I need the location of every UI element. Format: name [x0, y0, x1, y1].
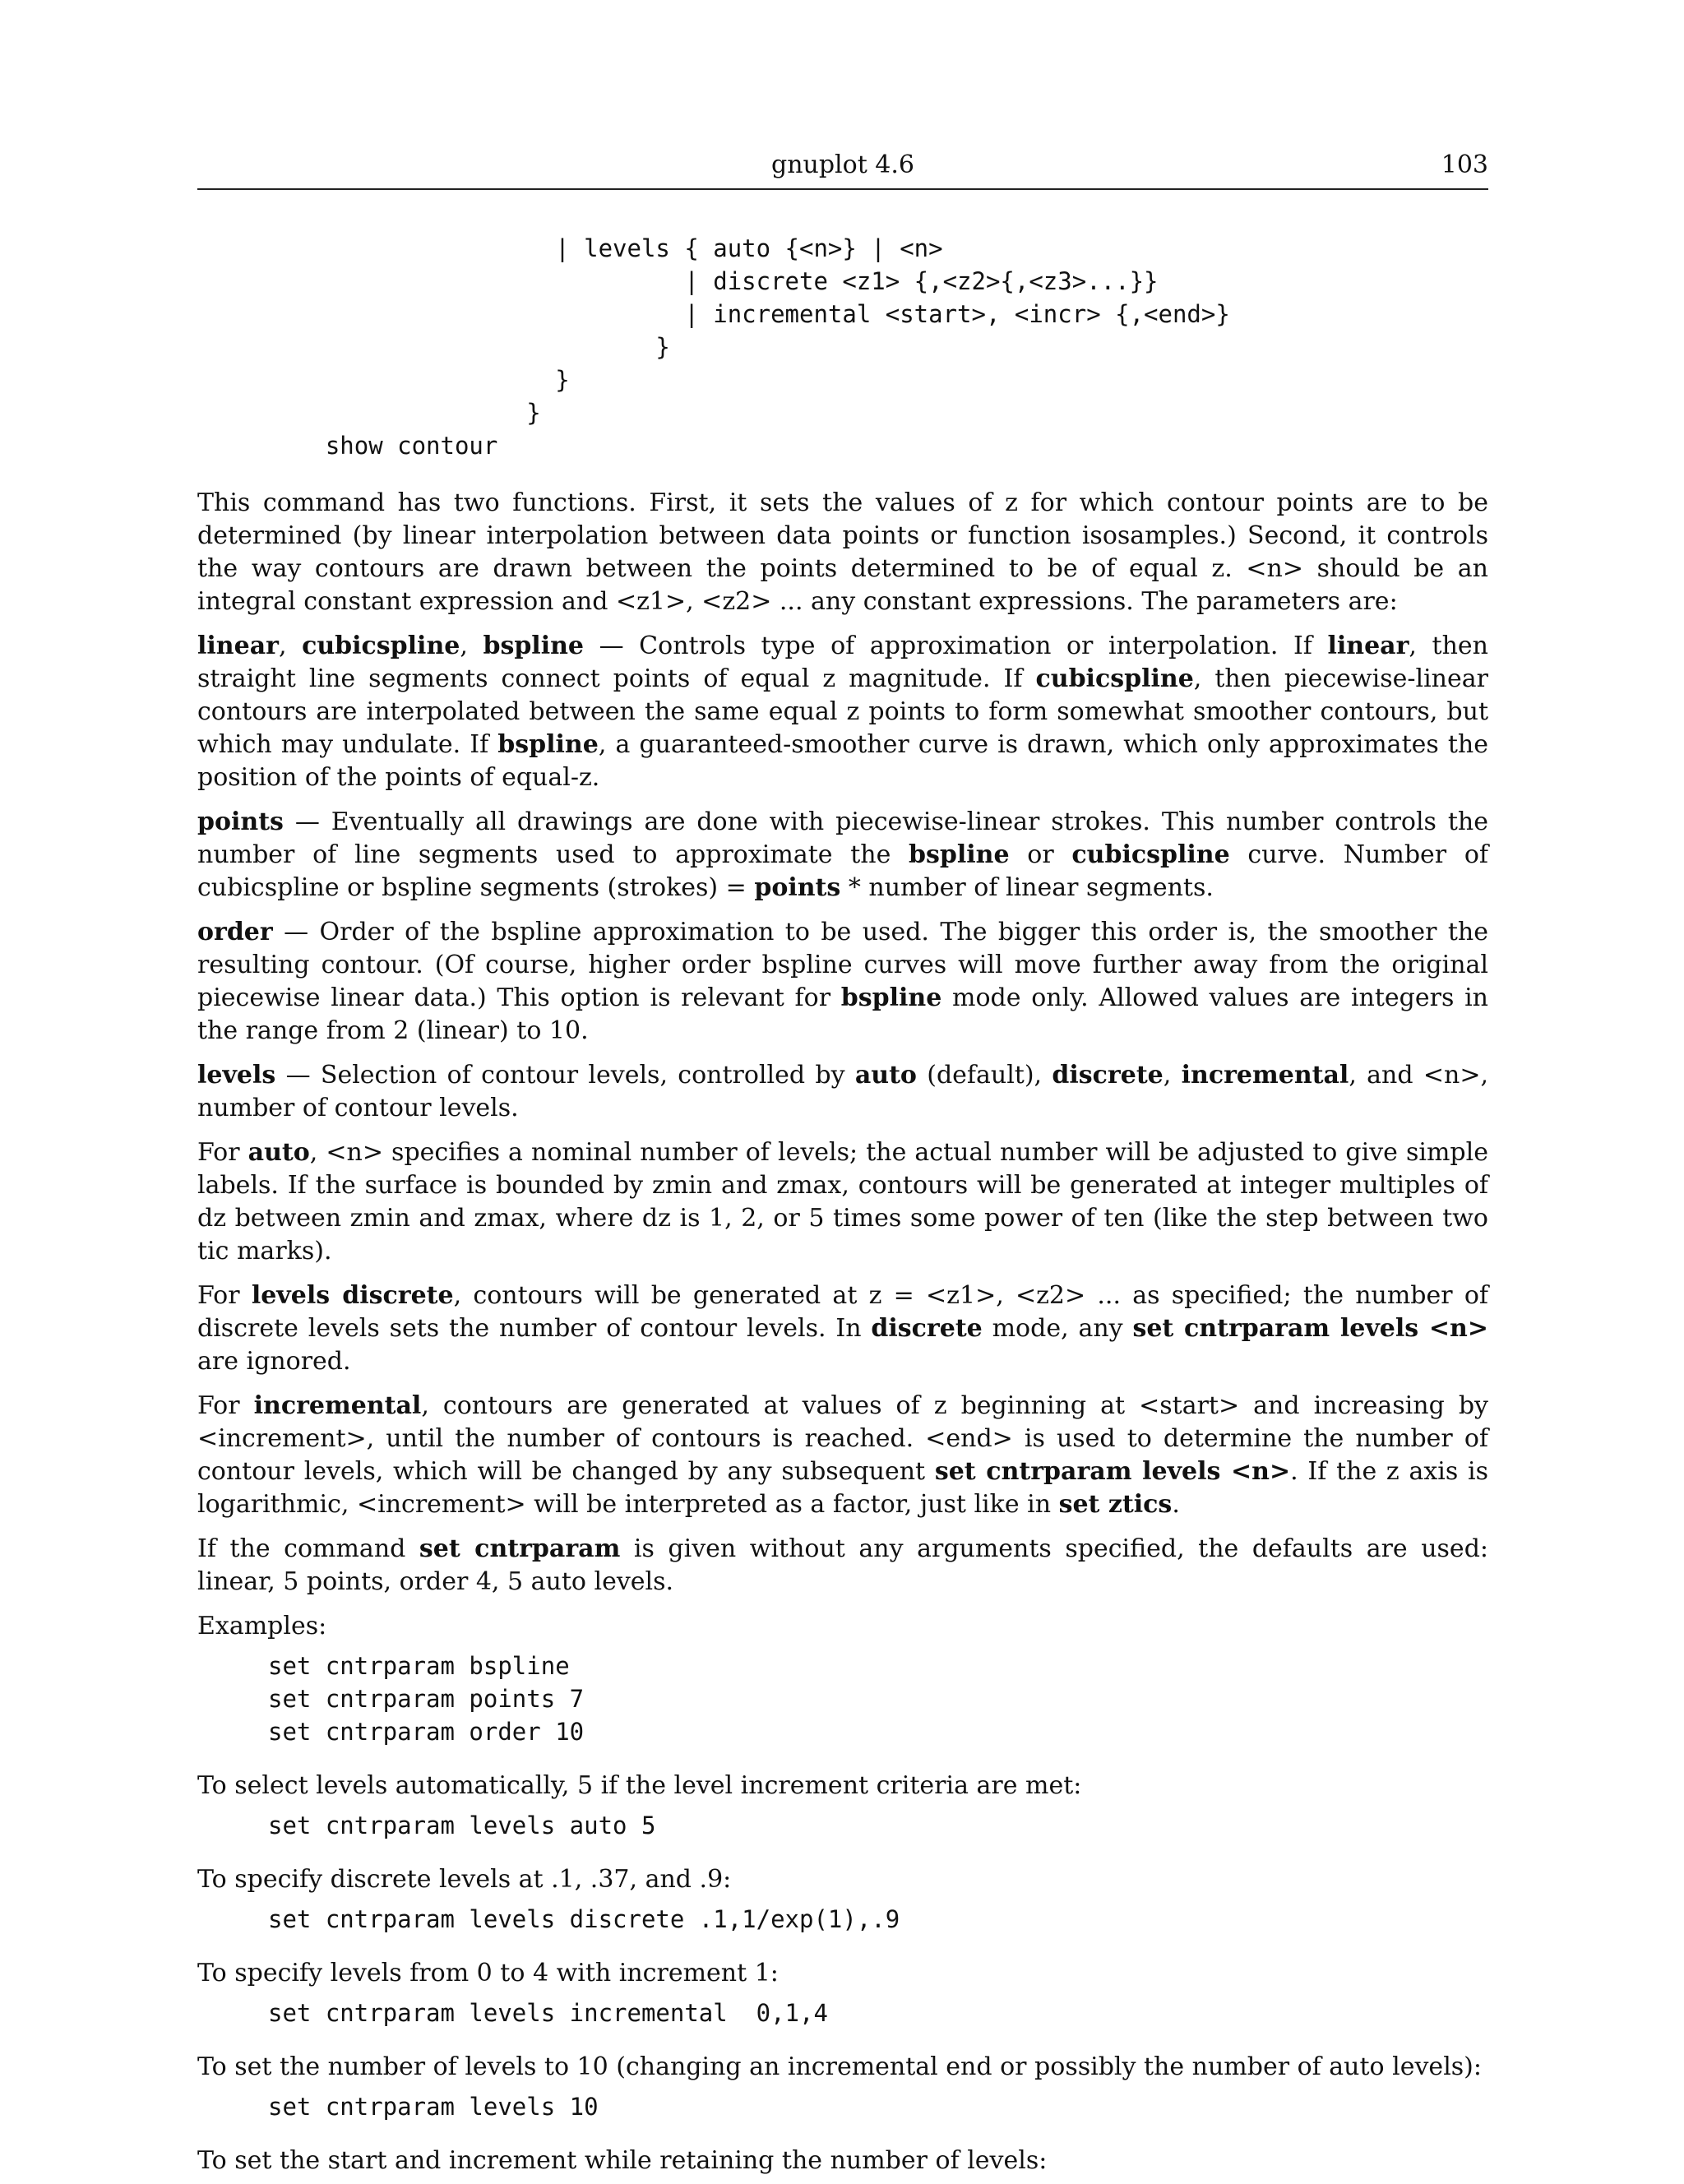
- text-run: is given without any arguments specified, the defaults are used: linear, 5 points, order 4, 5 auto levels.: [197, 1534, 1489, 1596]
- bold-term: order: [197, 918, 273, 946]
- bold-term: discrete: [1052, 1061, 1164, 1090]
- text-run: , then straight line segments connect points of equal z magnitude. If: [197, 632, 1488, 693]
- bold-term: set cntrparam levels <n>: [1132, 1314, 1488, 1343]
- text-run: , <n> specifies a nominal number of levels; the actual number will be adjusted to give simple labels. If the surface is bounded by zmin and zmax, contours will be generated at integer multiples of dz between zmin and zmax, where dz is 1, 2, or 5 times some power of ten (like the step between two tic marks).: [197, 1138, 1488, 1266]
- text-run: * number of linear segments.: [840, 873, 1214, 902]
- text-run: , contours will be generated at z = <z1>, <z2> ... as specified; the number of discrete levels sets the number of contour levels. In: [197, 1281, 1488, 1343]
- page-header: [197, 150, 1488, 190]
- param-order-paragraph: [197, 916, 1488, 1048]
- text-run: , then piecewise-linear contours are interpolated between the same equal z points to form somewhat smoother contours, but which may undulate. If: [197, 664, 1488, 759]
- bold-term: auto: [248, 1138, 310, 1167]
- text-run: mode, any: [982, 1314, 1133, 1343]
- text-run: — Order of the bspline approximation to be used. The bigger this order is, the smoother the resulting contour. (Of course, higher order bspline curves will move further away from the original piecewise linear data.) This option is relevant for: [197, 918, 1488, 1012]
- param-linear-paragraph: [197, 630, 1488, 794]
- bold-term: cubicspline: [1071, 840, 1230, 869]
- bold-term: discrete: [871, 1314, 983, 1343]
- text-run: curve. Number of cubicspline or bspline segments (strokes) =: [197, 840, 1488, 902]
- example-code-2: set cntrparam levels auto 5: [268, 1812, 656, 1839]
- bold-term: auto: [854, 1061, 917, 1090]
- text-run: (default),: [916, 1061, 1052, 1090]
- text-run: . If the z axis is logarithmic, <increment> will be interpreted as a factor, just like in: [197, 1457, 1488, 1519]
- bold-term: linear: [197, 632, 279, 660]
- example-caption-5: To set the number of levels to 10 (changing an incremental end or possibly the number of auto levels):: [197, 2052, 1482, 2081]
- bold-term: cubicspline: [1035, 664, 1194, 693]
- bold-term: bspline: [840, 983, 942, 1012]
- bold-term: bspline: [497, 730, 599, 759]
- text-run: , contours are generated at values of z beginning at <start> and increasing by <increment>, until the number of contours is reached. <end> is used to determine the number of contour levels, which will be changed by any subsequent: [197, 1391, 1488, 1486]
- param-levels-paragraph: [197, 1059, 1488, 1125]
- page-number: 103: [1441, 150, 1488, 179]
- param-points-paragraph: [197, 806, 1488, 905]
- intro-paragraph: This command has two functions. First, it sets the values of z for which contour points are to be determined (by linear interpolation between data points or function isosamples.) Second, it controls the way contours are drawn between the points determined to be of equal z. <n> should be an integral constant expression and <z1>, <z2> ... any constant expressions. The parameters are:: [197, 488, 1488, 616]
- example-code-4: set cntrparam levels incremental 0,1,4: [268, 1999, 828, 2027]
- text-run: For: [197, 1281, 252, 1310]
- syntax-code-block: | levels { auto {<n>} | <n> | discrete <z1> {,<z2>{,<z3>...}} | incremental <start>, <incr> {,<end>} } } } show contour: [325, 234, 1230, 460]
- text-run: If the command: [197, 1534, 419, 1563]
- bold-term: bspline: [909, 840, 1010, 869]
- examples-label: Examples:: [197, 1612, 327, 1640]
- text-run: .: [1172, 1490, 1180, 1519]
- example-code-5: set cntrparam levels 10: [268, 2093, 599, 2121]
- defaults-paragraph: [197, 1533, 1488, 1599]
- example-caption-4: To specify levels from 0 to 4 with increment 1:: [197, 1959, 779, 1987]
- text-run: or: [1009, 840, 1072, 869]
- document-page: [197, 0, 1488, 2179]
- text-run: mode only. Allowed values are integers in the range from 2 (linear) to 10.: [197, 983, 1489, 1045]
- bold-term: set cntrparam levels <n>: [934, 1457, 1291, 1486]
- text-run: ,: [460, 632, 483, 660]
- text-run: — Eventually all drawings are done with piecewise-linear strokes. This number controls the number of line segments used to approximate the: [197, 807, 1488, 869]
- bold-term: bspline: [483, 632, 585, 660]
- text-run: — Selection of contour levels, controlled by: [275, 1061, 855, 1090]
- bold-term: set ztics: [1058, 1490, 1173, 1519]
- text-run: — Controls type of approximation or interpolation. If: [584, 632, 1328, 660]
- bold-term: incremental: [1181, 1061, 1349, 1090]
- auto-paragraph: [197, 1136, 1488, 1268]
- body-text: [197, 487, 1488, 2184]
- example-code-1: set cntrparam bspline set cntrparam points 7 set cntrparam order 10: [268, 1652, 585, 1746]
- text-run: ,: [1163, 1061, 1182, 1090]
- text-run: , and <n>, number of contour levels.: [197, 1061, 1489, 1122]
- bold-term: levels: [197, 1061, 276, 1090]
- bold-term: set cntrparam: [419, 1534, 621, 1563]
- text-run: For: [197, 1138, 248, 1167]
- bold-term: levels discrete: [251, 1281, 454, 1310]
- bold-term: points: [197, 807, 284, 836]
- example-caption-6: To set the start and increment while retaining the number of levels:: [197, 2146, 1048, 2175]
- example-caption-2: To select levels automatically, 5 if the level increment criteria are met:: [197, 1771, 1082, 1800]
- bold-term: cubicspline: [302, 632, 460, 660]
- example-code-3: set cntrparam levels discrete .1,1/exp(1),.9: [268, 1905, 900, 1933]
- running-title: gnuplot 4.6: [770, 150, 914, 179]
- text-run: , a guaranteed-smoother curve is drawn, which only approximates the position of the points of equal-z.: [197, 730, 1488, 792]
- incremental-paragraph: [197, 1390, 1488, 1521]
- bold-term: incremental: [253, 1391, 422, 1420]
- bold-term: linear: [1327, 632, 1409, 660]
- bold-term: points: [754, 873, 841, 902]
- discrete-paragraph: [197, 1279, 1488, 1378]
- text-run: are ignored.: [197, 1347, 351, 1376]
- text-run: ,: [278, 632, 303, 660]
- text-run: For: [197, 1391, 254, 1420]
- example-caption-3: To specify discrete levels at .1, .37, and .9:: [197, 1865, 732, 1894]
